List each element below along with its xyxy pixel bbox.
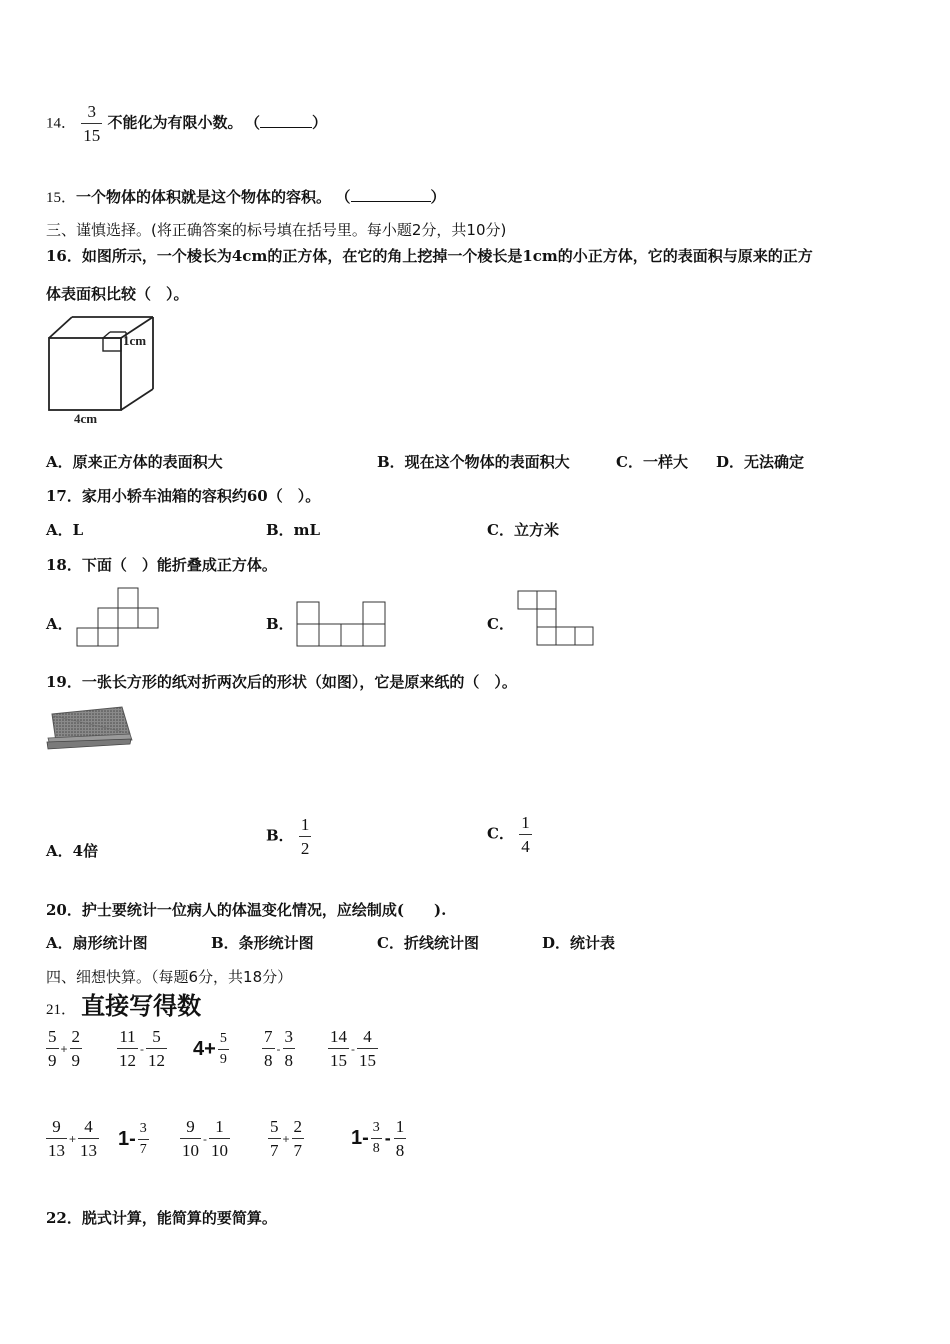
expression-5: [328, 1028, 378, 1069]
operator: -: [140, 1041, 144, 1056]
question-14: [46, 103, 327, 144]
fraction-numerator: 5: [270, 1117, 279, 1136]
fraction-denominator: 13: [80, 1141, 98, 1160]
operator: 1-: [351, 1127, 369, 1149]
expression-9: [268, 1118, 304, 1159]
paren-open: （: [252, 113, 261, 132]
fraction-numerator: 3: [372, 1120, 380, 1135]
option-18b[interactable]: B．: [266, 615, 294, 633]
option-18c[interactable]: C．: [487, 615, 514, 633]
operator: +: [60, 1041, 68, 1056]
option-19b[interactable]: [266, 816, 311, 857]
fraction-denominator: 2: [300, 839, 310, 858]
fraction-numerator: 2: [71, 1027, 81, 1046]
section-3-heading: 三、谨慎选择。(将正确答案的标号填在括号里。每小题2分，共10分): [46, 221, 507, 239]
fraction-numerator: 4: [84, 1117, 93, 1136]
fraction-numerator: 9: [52, 1117, 61, 1136]
fraction-numerator: 3: [284, 1027, 293, 1046]
section-4-heading: 四、细想快算。（每题6分，共18分）: [46, 968, 293, 986]
operator: 4+: [193, 1038, 216, 1060]
folded-paper-image: [44, 704, 134, 750]
question-16-line2: 体表面积比较（ ）。: [46, 285, 189, 303]
fraction-numerator: 5: [48, 1027, 57, 1046]
fraction-numerator: 1: [215, 1117, 224, 1136]
fraction-numerator: 5: [152, 1027, 161, 1046]
option-17a[interactable]: A．L: [46, 521, 84, 539]
operator: -: [203, 1131, 207, 1146]
fraction-denominator: 10: [211, 1141, 228, 1160]
net-figure-b: [295, 600, 389, 648]
fraction-numerator: 4: [363, 1027, 372, 1046]
question-18: 18．下面（ ）能折叠成正方体。: [46, 556, 277, 574]
question-text: 不能化为有限小数。: [107, 113, 243, 132]
fraction-denominator: 9: [71, 1051, 81, 1070]
question-15: [46, 186, 446, 207]
option-20c[interactable]: C．折线统计图: [377, 934, 479, 952]
question-title: 直接写得数: [81, 992, 202, 1020]
option-label: B．: [266, 826, 294, 845]
option-20a[interactable]: A．扇形统计图: [46, 934, 148, 952]
label-4cm: 4cm: [74, 411, 98, 426]
fraction: [519, 814, 532, 855]
fraction-numerator: 14: [330, 1027, 347, 1046]
question-16-line1: 16．如图所示，一个棱长为4cm的正方体，在它的角上挖掉一个棱长是1cm的小正方体，它的表面积与原来的正方: [46, 247, 813, 265]
fraction-numerator: 2: [293, 1117, 303, 1136]
paren-open: （: [343, 188, 351, 206]
fraction-denominator: 9: [219, 1052, 227, 1067]
fraction-denominator: 8: [264, 1051, 273, 1070]
label-1cm: 1cm: [123, 333, 147, 348]
expression-2: [117, 1028, 167, 1069]
expression-7: [118, 1122, 149, 1157]
option-20b[interactable]: B．条形统计图: [211, 934, 314, 952]
expression-1: [46, 1028, 82, 1069]
fraction-denominator: 13: [48, 1141, 65, 1160]
operator: -: [351, 1041, 355, 1056]
net-figure-a: [75, 586, 163, 648]
question-number: 14．: [46, 115, 77, 132]
question-text: 一个物体的体积就是这个物体的容积。: [76, 188, 332, 206]
answer-blank[interactable]: [351, 201, 431, 202]
fraction-denominator: 4: [521, 837, 530, 856]
fraction-denominator: 15: [83, 126, 101, 145]
question-20: 20．护士要统计一位病人的体温变化情况，应绘制成( ).: [46, 901, 447, 919]
option-18a[interactable]: A．: [46, 615, 73, 633]
option-16a[interactable]: A．原来正方体的表面积大: [46, 453, 223, 471]
option-16d[interactable]: D．无法确定: [716, 453, 805, 471]
fraction-denominator: 8: [395, 1141, 405, 1160]
option-20d[interactable]: D．统计表: [542, 934, 616, 952]
fraction: [81, 103, 102, 144]
fraction: [299, 816, 312, 857]
expression-8: [180, 1118, 230, 1159]
option-19a[interactable]: A．4倍: [46, 842, 99, 860]
fraction-numerator: 11: [119, 1027, 136, 1046]
paren-close: ）: [312, 113, 328, 132]
fraction-numerator: 7: [264, 1027, 273, 1046]
fraction-denominator: 12: [148, 1051, 165, 1070]
expression-10: [351, 1118, 406, 1159]
fraction-denominator: 9: [48, 1051, 57, 1070]
fraction-denominator: 8: [284, 1051, 293, 1070]
fraction-denominator: 10: [182, 1141, 199, 1160]
expression-3: [193, 1032, 229, 1067]
operator: 1-: [118, 1128, 136, 1150]
question-22: 22．脱式计算，能简算的要简算。: [46, 1209, 277, 1227]
fraction-denominator: 12: [119, 1051, 136, 1070]
option-label: C．: [487, 824, 514, 843]
fraction-numerator: 3: [87, 102, 96, 121]
question-19: 19．一张长方形的纸对折两次后的形状（如图），它是原来纸的（ ）。: [46, 673, 517, 691]
option-17c[interactable]: C．立方米: [487, 521, 559, 539]
fraction-numerator: 5: [219, 1031, 227, 1046]
fraction-numerator: 1: [395, 1117, 405, 1136]
net-figure-c: [516, 589, 596, 649]
fraction-numerator: 9: [186, 1117, 195, 1136]
option-16c[interactable]: C．一样大: [616, 453, 688, 471]
expression-6: [46, 1118, 99, 1159]
fraction-denominator: 7: [139, 1142, 147, 1157]
question-number: 21．: [46, 1002, 77, 1018]
fraction-denominator: 7: [270, 1141, 279, 1160]
fraction-denominator: 7: [293, 1141, 303, 1160]
operator: +: [282, 1131, 290, 1146]
operator: -: [384, 1128, 391, 1148]
answer-blank[interactable]: [260, 127, 312, 128]
option-16b[interactable]: B．现在这个物体的表面积大: [377, 453, 570, 471]
paren-close: ）: [430, 188, 446, 206]
question-number: 15．: [46, 190, 77, 206]
expression-4: [262, 1028, 295, 1069]
operator: +: [69, 1131, 77, 1146]
fraction-denominator: 8: [372, 1141, 380, 1156]
option-19c[interactable]: [487, 814, 532, 855]
question-17: 17．家用小轿车油箱的容积约60（ ）。: [46, 487, 321, 505]
operator: -: [276, 1041, 281, 1056]
fraction-denominator: 15: [330, 1051, 347, 1070]
fraction-denominator: 15: [359, 1051, 376, 1070]
cube-figure: [44, 314, 160, 426]
option-17b[interactable]: B．mL: [266, 521, 321, 539]
fraction-numerator: 3: [139, 1121, 147, 1136]
fraction-numerator: 1: [300, 815, 310, 834]
question-21: [46, 986, 201, 1021]
fraction-numerator: 1: [521, 813, 530, 832]
